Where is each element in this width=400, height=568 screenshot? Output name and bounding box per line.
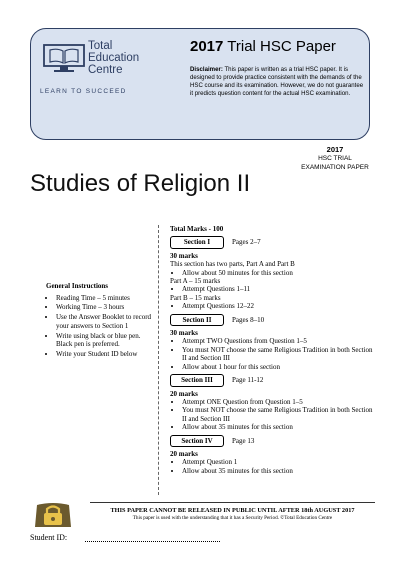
instruction-item: • Use the Answer Booklet to record your answers to Section 1 [56,313,156,330]
brand-line-1: Total [88,40,113,52]
padlock-icon [32,500,74,528]
section-4-bullet: • Attempt Question 1 [182,458,375,466]
section-1-bullet: • Allow about 50 minutes for this section [182,269,375,277]
instructions-list [46,294,156,359]
section-1-bullet: • Attempt Questions 1–11 [182,285,375,293]
sections-column [170,225,375,475]
disclaimer-label: Disclaimer: [190,66,223,73]
brand-tagline: LEARN TO SUCCEED [40,88,127,95]
section-1-intro: This section has two parts, Part A and Part B [170,260,295,269]
subject-title: Studies of Religion II [30,170,251,197]
section-1-label: Section I [170,236,224,248]
section-3-bullet: • Allow about 35 minutes for this section [182,423,375,431]
instruction-item: • Write using black or blue pen. Black pen is preferred. [56,332,156,349]
section-1-header [170,236,375,248]
instruction-item: • Reading Time – 5 minutes [56,294,156,303]
section-2-pages: Pages 8–10 [232,315,265,324]
general-instructions [46,282,156,360]
footer-rule [90,502,375,503]
total-marks: Total Marks - 100 [170,225,224,233]
exam-year: 2017 [326,145,344,154]
section-3-marks: 20 marks [170,389,198,398]
instruction-item: • Working Time – 3 hours [56,303,156,312]
section-3-pages: Page 11-12 [232,376,264,385]
student-id-field[interactable] [85,541,220,542]
paper-year: 2017 [190,38,224,55]
section-1-bullet: • Attempt Questions 12–22 [182,302,375,310]
paper-title [190,38,336,55]
disclaimer [190,66,365,98]
brand-name [88,40,168,76]
section-2-bullet: • Allow about 1 hour for this section [182,363,375,371]
section-2-label: Section II [170,314,224,326]
section-2-bullet: • You must NOT choose the same Religious Tradition in both Section II and Section III [182,346,375,363]
section-2-bullet: • Attempt TWO Questions from Question 1–5 [182,337,375,345]
section-3-list [170,398,375,432]
monitor-book-icon [42,44,86,74]
section-4-label: Section IV [170,435,224,447]
general-instructions-title: General Instructions [46,282,109,290]
instruction-item: • Write your Student ID below [56,350,156,359]
section-2-marks: 30 marks [170,329,198,338]
section-4-list [170,458,375,475]
section-3-label: Section III [170,374,224,386]
section-3-bullet: • You must NOT choose the same Religious Tradition in both Section II and Section III [182,406,375,423]
release-notice: THIS PAPER CANNOT BE RELEASED IN PUBLIC UNTIL AFTER 18th AUGUST 2017 [110,507,355,514]
section-2-list [170,337,375,371]
section-1-pages: Pages 2–7 [232,238,261,247]
exam-line-1: HSC TRIAL [318,155,352,162]
section-1-marks: 30 marks [170,251,198,260]
section-4-header [170,435,375,447]
section-1-part-b: Part B – 15 marks [170,293,221,302]
section-1-list-b [170,285,375,293]
student-id-label: Student ID: [30,533,68,542]
disclaimer-text: This paper is written as a trial HSC paper. It is designed to provide practice consistent with the demands of the HSC course and its examination. However, we do not guarantee it predicts question content for the actual HSC examination. [190,66,364,98]
section-3-bullet: • Attempt ONE Question from Question 1–5 [182,398,375,406]
security-notice: This paper is used with the understanding that it has a Security Period. ©Total Education Centre [132,515,333,521]
brand-line-2: Education [88,52,140,64]
section-4-bullet: • Allow about 35 minutes for this section [182,467,375,475]
section-3-header [170,374,375,386]
section-1-list-a [170,269,375,277]
brand-line-3: Centre [88,64,123,76]
section-1-list-c [170,302,375,310]
exam-line-2: EXAMINATION PAPER [301,164,369,171]
section-2-header [170,314,375,326]
section-1-part-a: Part A – 15 marks [170,277,221,286]
paper-type: Trial HSC Paper [227,38,336,55]
column-divider [158,225,159,495]
exam-label [292,145,378,172]
section-4-pages: Page 13 [232,436,255,445]
section-4-marks: 20 marks [170,449,198,458]
